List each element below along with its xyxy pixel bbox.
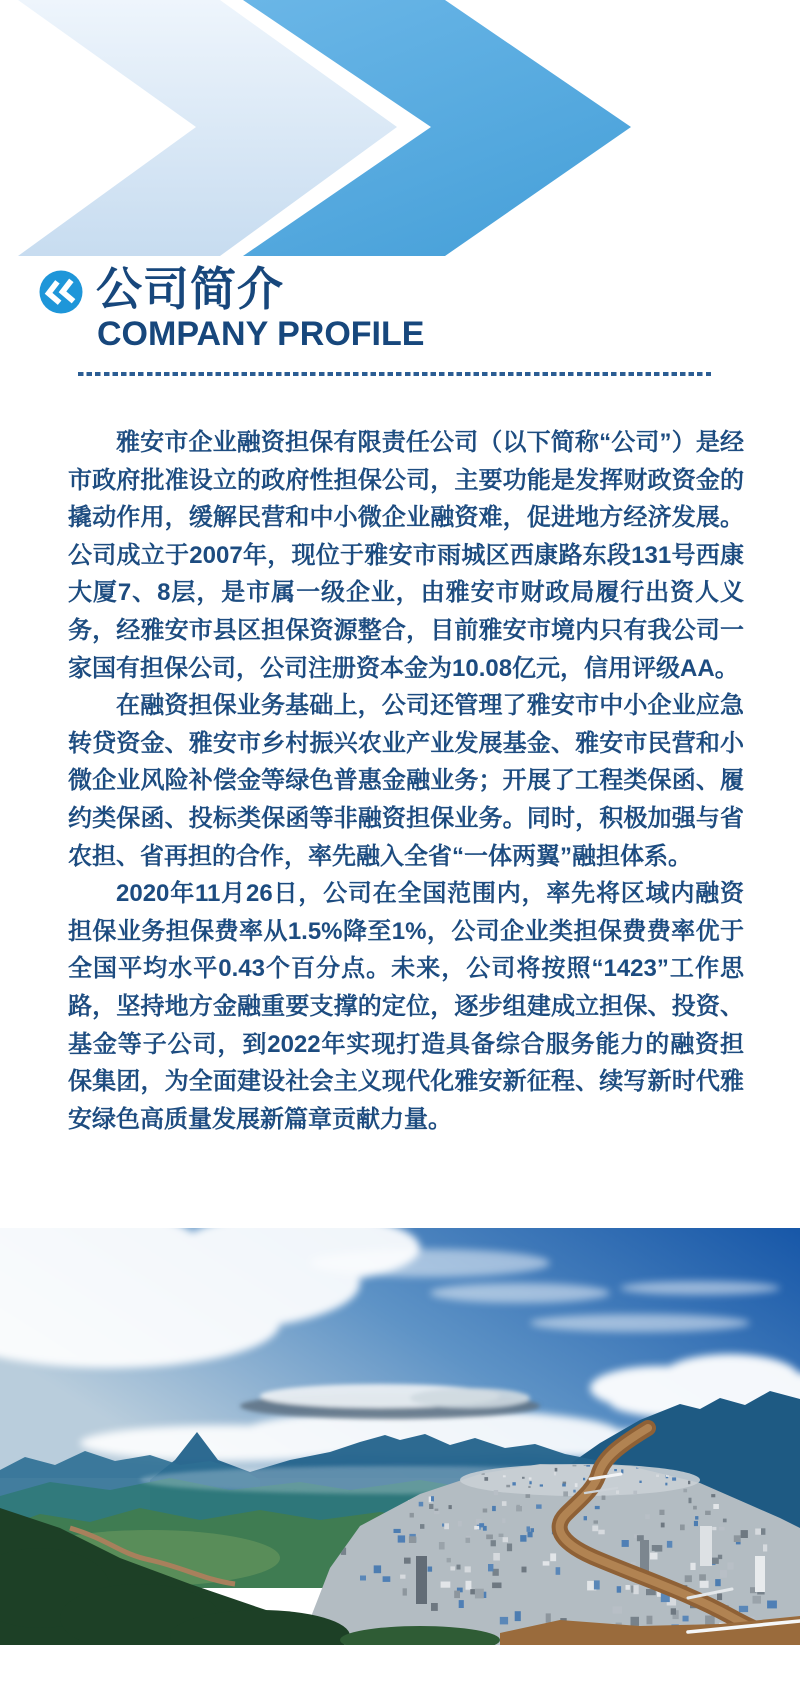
profile-paragraph-3: 2020年11月26日，公司在全国范围内，率先将区域内融资担保业务担保费率从1.5%降至1%，公司企业类担保费费率优于全国平均水平0.43个百分点。未来，公司将按照“1423”工作思路，坚持地方金融重要支撑的定位，逐步组建成立担保、投资、基金等子公司，到2022年实现打造具备综合服务能力的融资担保集团，为全面建设社会主义现代化雅安新征程、续写新时代雅安绿色高质量发展新篇章贡献力量。 [68,880,744,1133]
profile-paragraph-1: 雅安市企业融资担保有限责任公司（以下简称“公司”）是经市政府批准设立的政府性担保公司，主要功能是发挥财政资金的撬动作用，缓解民营和中小微企业融资难，促进地方经济发展。公司成立于2007年，现位于雅安市雨城区西康路东段131号西康大厦7、8层，是市属一级企业，由雅安市财政局履行出资人义务，经雅安市县区担保资源整合，目前雅安市境内只有我公司一家国有担保公司，公司注册资本金为10.08亿元，信用评级AA。 [68,429,744,682]
page-title-english: COMPANY PROFILE [97,315,425,353]
double-left-chevron-icon [38,269,84,315]
page-title-chinese: 公司简介 [96,263,284,315]
company-profile-text [68,424,744,1138]
city-panorama-photo [0,1228,800,1645]
dashed-divider [78,372,711,376]
dark-cloud [240,1384,540,1419]
chevron-banner-decoration [0,0,800,258]
profile-paragraph-2: 在融资担保业务基础上，公司还管理了雅安市中小企业应急转贷资金、雅安市乡村振兴农业产业发展基金、雅安市民营和小微企业风险补偿金等绿色普惠金融业务；开展了工程类保函、履约类保函、投标类保函等非融资担保业务。同时，积极加强与省农担、省再担的合作，率先融入全省“一体两翼”融担体系。 [68,692,744,870]
